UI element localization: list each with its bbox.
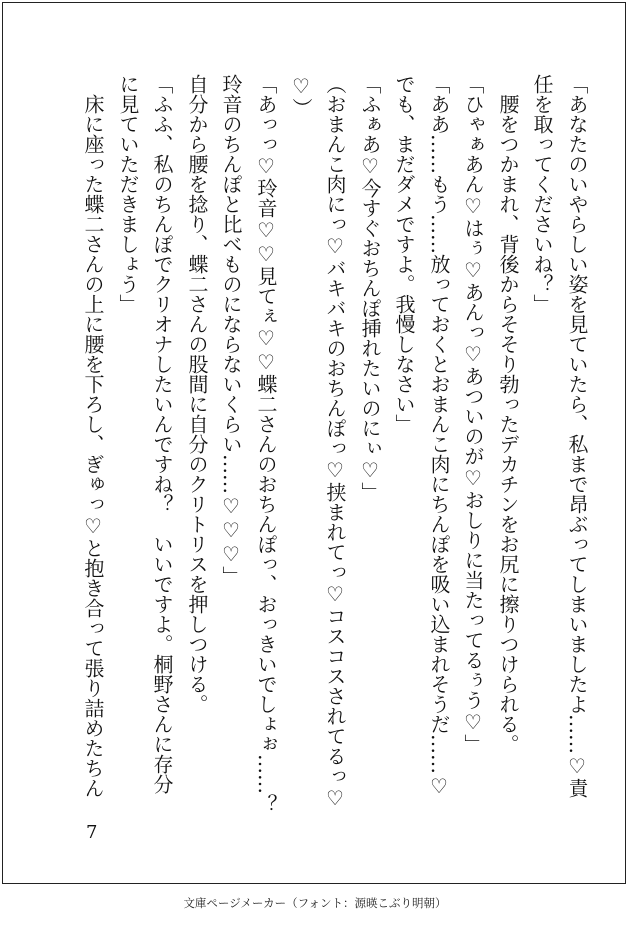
page-number: 7 [86,822,98,843]
text-column: 床に座った蝶二さんの上に腰を下ろし、ぎゅっ♡と抱き合って張り詰めたちん [81,74,105,798]
text-column: 「あなたのいやらしい姿を見ていたら、私まで昂ぶってしまいましたよ……♡責 [565,74,589,798]
text-column: に見ていただきましょう」 [116,74,140,314]
text-column: 玲音のちんぽと比べものにならないくらい……♡♡♡」 [219,74,243,586]
text-column: 腰をつかまれ、背後からそそり勃ったデカチンをお尻に擦りつけられる。 [496,74,520,754]
text-column: 「ひゃぁあん♡はぅ♡あんっ♡あついのが♡おしりに当たってるぅう♡」 [461,74,485,754]
text-column: 「ああ……もう……放っておくとおまんこ肉にちんぽを吸い込まれそうだ……♡ [427,74,451,798]
text-column: でも、まだダメですよ。我慢しなさい」 [392,74,416,434]
footer-credit: 文庫ページメーカー（フォント：源暎こぶり明朝） [183,896,447,910]
text-column: 「あっっ♡玲音♡♡見てぇ♡♡蝶二さんのおちんぽっ、おっきいでしょぉ……？ [254,74,278,814]
text-column: 自分から腰を捻り、蝶二さんの股間に自分のクリトリスを押しつける。 [185,74,209,714]
text-column: 任を取ってくださいね？」 [530,74,554,314]
text-column: （おまんこ肉にっ♡バキバキのおちんぽっ♡挟まれてっ♡コスコスされてるっ♡ [323,74,347,810]
text-column: ♡） [289,74,313,118]
text-column: 「ふぁあ♡今すぐおちんぽ挿れたいのにぃ♡」 [358,74,382,502]
text-column: 「ふふ、私のちんぽでクリオナしたいんですね？ いいですよ。桐野さんに存分 [150,74,174,794]
